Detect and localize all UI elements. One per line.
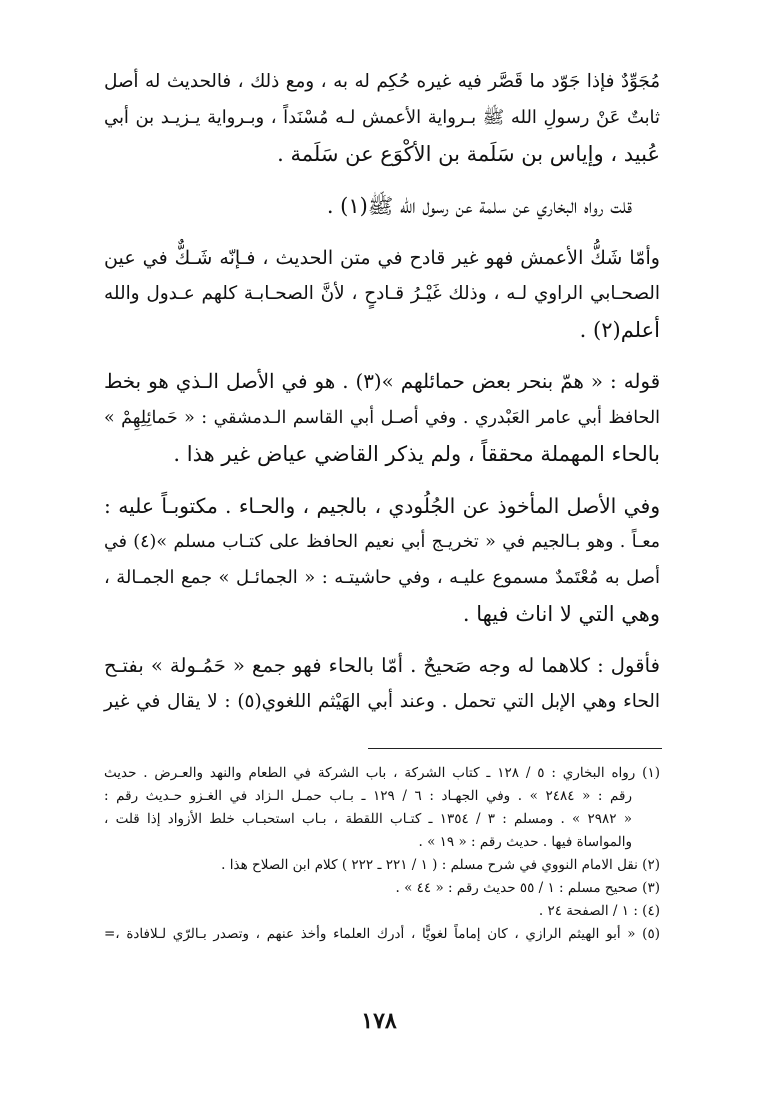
footnote-line: (٣) صحيح مسلم : ١ / ٥٥ حديث رقم : « ٤٤ » . xyxy=(395,880,660,896)
footnote-2 xyxy=(104,854,660,877)
paragraph-5 xyxy=(104,488,660,632)
text-line: ثابتٌ عَنْ رسولِ الله ﷺ بـرواية الأعمش لـه مُسْنَداً ، وبـرواية يـزيـد بن أبي xyxy=(104,107,660,128)
paragraph-2 xyxy=(104,188,660,224)
paragraph-1 xyxy=(104,64,660,172)
paragraph-4 xyxy=(104,364,660,472)
text-line: الحافظ أبي عامر العَبْدري . وفي أصـل أبي القاسم الـدمشقي : « حَمائِلِهِمْ » xyxy=(104,408,660,428)
page-number: ١٧٨ xyxy=(361,1008,397,1034)
footnote-line: « ٢٩٨٢ » . ومسلم : ٣ / ١٣٥٤ ـ كتـاب اللقطة ، بـاب استحبـاب خلط الأزواد إذا قلت ، xyxy=(104,811,632,827)
main-text xyxy=(104,64,660,720)
text-line: الصحـابي الراوي لـه ، وذلك غَيْـرُ قـادحٍ ، لأنَّ الصحـابـة كلهم عـدول والله xyxy=(104,283,660,304)
text-line: بالحاء المهملة محققاً ، ولم يذكر القاضي عياض غير هذا . xyxy=(173,442,660,466)
footnote-line: رقم : « ٢٤٨٤ » . وفي الجهـاد : ٦ / ١٢٩ ـ بـاب حمـل الـزاد في الغـزو حـديث رقم : xyxy=(104,788,632,804)
footnote-5 xyxy=(104,923,660,946)
text-line: فأقول : كلاهما له وجه صَحيحٌ . أمّا بالحاء فهو جمع « حَمُـولة » بفتـح xyxy=(104,654,660,677)
text-line: وهي التي لا اناث فيها . xyxy=(462,602,660,626)
footnote-3 xyxy=(104,877,660,900)
footnote-divider xyxy=(368,748,662,749)
footnote-4 xyxy=(104,900,660,923)
footnote-line: (١) رواه البخاري : ٥ / ١٢٨ ـ كتاب الشركة ، باب الشركة في الطعام والنهد والعـرض . حديث xyxy=(104,765,660,781)
paragraph-6 xyxy=(104,648,660,720)
footnote-line: (٢) نقل الامام النووي في شرح مسلم : ( ١ / ٢٢١ ـ ٢٢٢ ) كلام ابن الصلاح هذا . xyxy=(221,857,660,873)
text-line: وأمّا شَكُّ الأعمش فهو غير قادح في متن الحديث ، فـإنّه شَـكٌّ في عين xyxy=(104,246,660,269)
text-line: قوله : « همّ بنحر بعض حمائلهم »(٣) . هو في الأصل الـذي هو بخط xyxy=(104,370,661,393)
footnotes xyxy=(104,762,660,946)
text-line: معـاً . وهو بـالجيم في « تخريـج أبي نعيم الحافظ على كتـاب مسلم »(٤) في xyxy=(104,532,660,552)
text-line: وفي الأصل المأخوذ عن الجُلُودي ، بالجيم ، والحـاء . مكتوبـاً عليه : xyxy=(104,494,660,518)
text-line: الحاء وهي الإبل التي تحمل . وعند أبي الهَيْثم اللغوي(٥) : لا يقال في غير xyxy=(104,691,660,712)
footnote-line: (٥) « أبو الهيثم الرازي ، كان إماماً لغويًّا ، أدرك العلماء وأخذ عنهم ، وتصدر بـالرّي لـلافادة ،= xyxy=(104,926,660,942)
text-line: أعلم(٢) . xyxy=(579,318,660,342)
footnote-line: والمواساة فيها . حديث رقم : « ١٩ » . xyxy=(418,834,632,850)
paragraph-3 xyxy=(104,240,660,348)
text-line: قلت رواه البخاري عن سلمة عن رسول الله ﷺ(١) . xyxy=(326,194,632,218)
text-line: مُجَوِّدٌ فإذا جَوّد ما قَصَّر فيه غيره حُكِم له به ، ومع ذلك ، فالحديث له أصل xyxy=(104,71,660,92)
text-line: عُبيد ، وإياس بن سَلَمة بن الأكْوَع عن سَلَمة . xyxy=(277,142,660,166)
footnote-1 xyxy=(104,762,660,854)
text-line: أصل به مُعْتَمدٌ مسموع عليـه ، وفي حاشيتـه : « الجمائـل » جمع الجمـالة ، xyxy=(104,567,660,588)
footnote-line: (٤) : ١ / الصفحة ٢٤ . xyxy=(538,903,660,919)
